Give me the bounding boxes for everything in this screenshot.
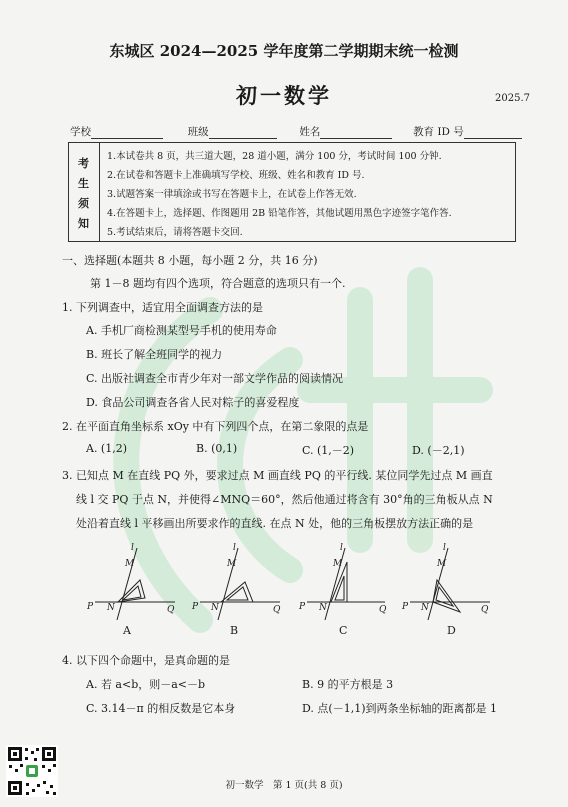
fig-a-l: l	[131, 543, 134, 553]
q4-option-a: A. 若 a<b，则－a<－b	[86, 678, 206, 691]
fig-b-m: M	[227, 559, 237, 569]
q4-option-d: D. 点(－1,1)到两条坐标轴的距离都是 1	[302, 702, 497, 715]
q2-option-a: A. (1,2)	[86, 442, 128, 455]
class-blank	[209, 127, 277, 139]
fig-c-m: M	[333, 559, 343, 569]
q1-option-d: D. 食品公司调查各省人民对粽子的喜爱程度	[86, 396, 300, 409]
notice-item: 4.在答题卡上，选择题、作图题用 2B 铅笔作答，其他试题用黑色字迹签字笔作答.	[107, 208, 452, 219]
notice-item: 2.在试卷和答题卡上准确填写学校、班级、姓名和教育 ID 号.	[107, 170, 365, 181]
fig-c-p: P	[299, 602, 306, 612]
fig-c-l: l	[340, 543, 343, 553]
q4-option-c: C. 3.14－π 的相反数是它本身	[86, 702, 236, 715]
school-blank	[91, 127, 163, 139]
q2-stem: 2. 在平面直角坐标系 xOy 中有下列四个点，在第二象限的点是	[62, 420, 369, 433]
q3-line: 3. 已知点 M 在直线 PQ 外，要求过点 M 画直线 PQ 的平行线. 某位同学先过点 M 画直	[62, 469, 493, 482]
fig-d-p: P	[402, 602, 409, 612]
q4-option-b: B. 9 的平方根是 3	[302, 678, 394, 691]
q2-option-d: D. (－2,1)	[412, 444, 465, 457]
fig-a-n: N	[107, 603, 115, 613]
fig-d-l: l	[443, 543, 446, 553]
name-blank	[320, 127, 392, 139]
fig-d-m: M	[437, 559, 447, 569]
fig-a-m: M	[125, 559, 135, 569]
fig-b-q: Q	[273, 605, 281, 615]
section-heading: 一、选择题(本题共 8 小题，每小题 2 分，共 16 分)	[62, 254, 318, 267]
exam-notice-box	[68, 142, 516, 242]
section-intro: 第 1－8 题均有四个选项，符合题意的选项只有一个.	[90, 277, 346, 290]
notice-side-label: 考 生 须 知	[69, 143, 100, 241]
id-label: 教育 ID 号	[413, 126, 464, 138]
fig-label-c: C	[339, 624, 348, 637]
fig-c-n: N	[319, 603, 327, 613]
fig-b-p: P	[192, 602, 199, 612]
q4-stem: 4. 以下四个命题中，是真命题的是	[62, 654, 230, 667]
class-label: 班级	[187, 126, 209, 138]
fig-label-a: A	[123, 624, 131, 637]
school-label: 学校	[70, 126, 91, 138]
q3-line: 处沿着直线 l 平移画出所要求作的直线. 在点 N 处，他的三角板摆放方法正确的是	[76, 517, 474, 530]
q1-option-b: B. 班长了解全班同学的视力	[86, 348, 223, 361]
exam-title: 东城区 2024—2025 学年度第二学期期末统一检测	[109, 42, 459, 60]
q1-stem: 1. 下列调查中，适宜用全面调查方法的是	[62, 301, 263, 314]
notice-item: 1.本试卷共 8 页，共三道大题，28 道小题，满分 100 分，考试时间 100 分钟.	[107, 151, 442, 162]
fig-b-l: l	[233, 543, 236, 553]
page-footer: 初一数学 第 1 页(共 8 页)	[225, 780, 343, 791]
fig-d-n: N	[421, 603, 429, 613]
notice-item: 3.试题答案一律填涂或书写在答题卡上，在试卷上作答无效.	[107, 189, 357, 200]
student-info-line	[70, 124, 510, 139]
id-blank	[464, 127, 522, 139]
q2-option-c: C. (1,－2)	[302, 444, 355, 457]
q2-option-b: B. (0,1)	[196, 442, 238, 455]
fig-label-b: B	[230, 624, 239, 637]
fig-a-q: Q	[167, 605, 175, 615]
fig-d-q: Q	[481, 605, 489, 615]
fig-label-d: D	[447, 624, 456, 637]
fig-a-p: P	[87, 602, 94, 612]
fig-b-n: N	[211, 603, 219, 613]
notice-item: 5.考试结束后，请将答题卡交回.	[107, 227, 243, 238]
exam-date: 2025.7	[495, 93, 530, 104]
q1-option-a: A. 手机厂商检测某型号手机的使用寿命	[86, 324, 277, 337]
subject-title: 初一数学	[236, 83, 332, 108]
q1-option-c: C. 出版社调查全市青少年对一部文学作品的阅读情况	[86, 372, 344, 385]
fig-c-q: Q	[379, 605, 387, 615]
name-label: 姓名	[299, 126, 321, 138]
q3-figures	[85, 540, 505, 650]
q3-line: 线 l 交 PQ 于点 N，并使得∠MNQ＝60°，然后他通过将含有 30°角的三角板从点 N	[76, 493, 493, 506]
